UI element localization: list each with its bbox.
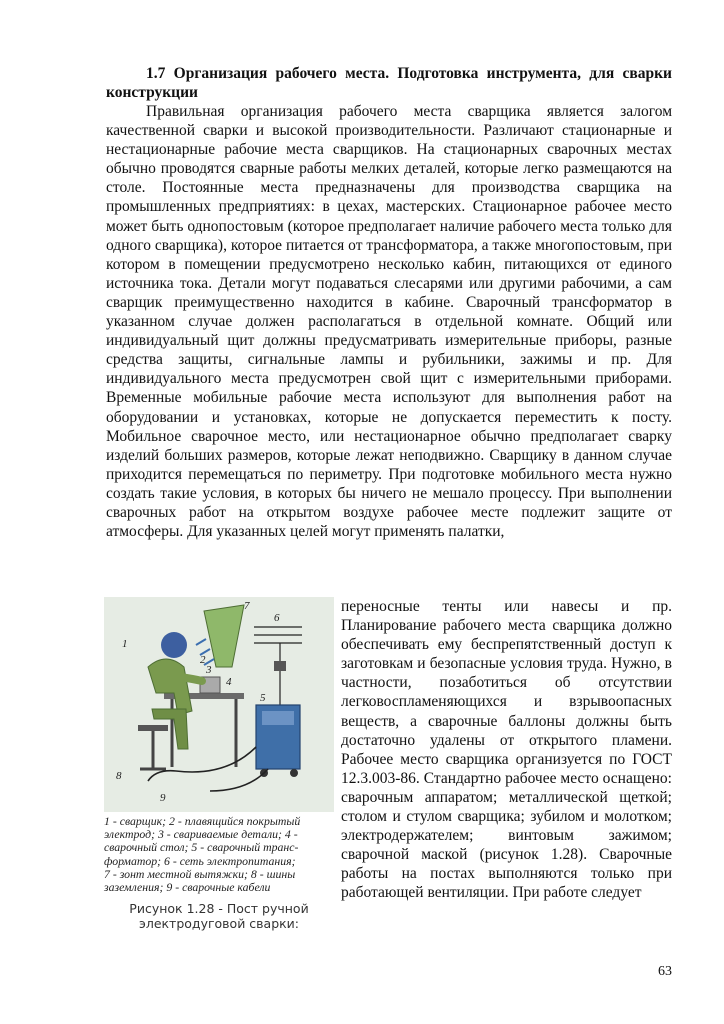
callout-9: 9 <box>160 792 166 804</box>
legend-line: 7 - зонт местной вытяжки; 8 - шины <box>104 866 296 881</box>
welding-post-illustration <box>104 597 334 812</box>
callout-4: 4 <box>226 676 232 688</box>
figure-title <box>104 901 334 931</box>
legend-line: форматор; 6 - сеть электропитания; <box>104 853 296 868</box>
figure-title-line: Рисунок 1.28 - Пост ручной <box>129 901 309 916</box>
page-number: 63 <box>658 964 672 979</box>
legend-line: сварочный стол; 5 - сварочный транс- <box>104 840 299 855</box>
legend-line: 1 - сварщик; 2 - плавящийся покрытый <box>104 814 301 828</box>
legend-line: электрод; 3 - свариваемые детали; 4 - <box>104 827 298 842</box>
callout-5: 5 <box>260 692 266 704</box>
callout-8: 8 <box>116 770 122 782</box>
figure-welding-post <box>104 597 334 937</box>
section-heading: 1.7 Организация рабочего места. Подготовка инструмента, для сварки конструкции <box>106 65 672 101</box>
callout-1: 1 <box>122 638 128 650</box>
callout-6: 6 <box>274 612 280 624</box>
figure-legend <box>104 815 334 894</box>
callout-2: 2 <box>200 654 206 666</box>
callout-3: 3 <box>206 664 212 676</box>
paragraph-intro: Правильная организация рабочего места сварщика является залогом качественной сварки и высокой производительности. Различают стационарные и нестационарные рабочие места сварщиков. На стационарных сварочных местах обычно проводятся сварные работы мелких деталей, которые легко размещаются на столе. Постоянные места предназначены для производства сварщика на промышленных предприятиях: в цехах, мастерских. Стационарное рабочее место может быть однопостовым (которое предполагает наличие рабочего места только для одного сварщика), которое питается от трансформатора, а также многопостовым, при котором в помещении предусмотрено несколько кабин, питающихся от единого источника тока. Детали могут подаваться слесарями или другими рабочими, а сам сварщик преимущественно находится в кабине. Сварочный трансформатор в указанном случае должен располагаться в отдельной комнате. Общий или индивидуальный щит должны предусматривать измерительные приборы, разные средства защиты, сигнальные лампы и рубильники, зажимы и пр. Для индивидуального места предусмотрен свой щит с измерительными приборами. Временные мобильные рабочие места используют для выполнения работ на оборудовании и установках, которые не допускается переместить к посту. Мобильное сварочное место, или нестационарное обычно предполагает сварку изделий больших размеров, которые лежат неподвижно. Сварщику в данном случае приходится перемещаться по периметру. При подготовке мобильного места нужно создать такие условия, в которых бы ничего не мешало процессу. При выполнении сварочных работ на открытом воздухе рабочее месте подлежит защите от атмосферы. Для указанных целей могут применять палатки, <box>106 103 672 541</box>
legend-line: заземления; 9 - сварочные кабели <box>104 880 271 895</box>
body-text <box>106 102 672 541</box>
callout-7: 7 <box>244 600 250 612</box>
paragraph-continued: переносные тенты или навесы и пр. Планирование рабочего места сварщика должно обеспечивать ему беспрепятственный доступ к заготовкам и безопасные условия труда. Нужно, в частности, позаботиться об отсутствии легковоспламеняющихся и взрывоопасных веществ, а сварочные баллоны должны быть достаточно удалены от открытого пламени. Рабочее место сварщика организуется по ГОСТ 12.3.003-86. Стандартно рабочее место оснащено: сварочным аппаратом; металлической щеткой; столом и стулом сварщика; зубилом и молотком; электродержателем; винтовым зажимом; сварочной маской (рисунок 1.28). Сварочные работы на постах выполняются только при работающей вентиляции. При работе следует <box>341 598 672 902</box>
figure-title-line: электродуговой сварки: <box>138 916 300 931</box>
right-column-text <box>341 597 672 903</box>
